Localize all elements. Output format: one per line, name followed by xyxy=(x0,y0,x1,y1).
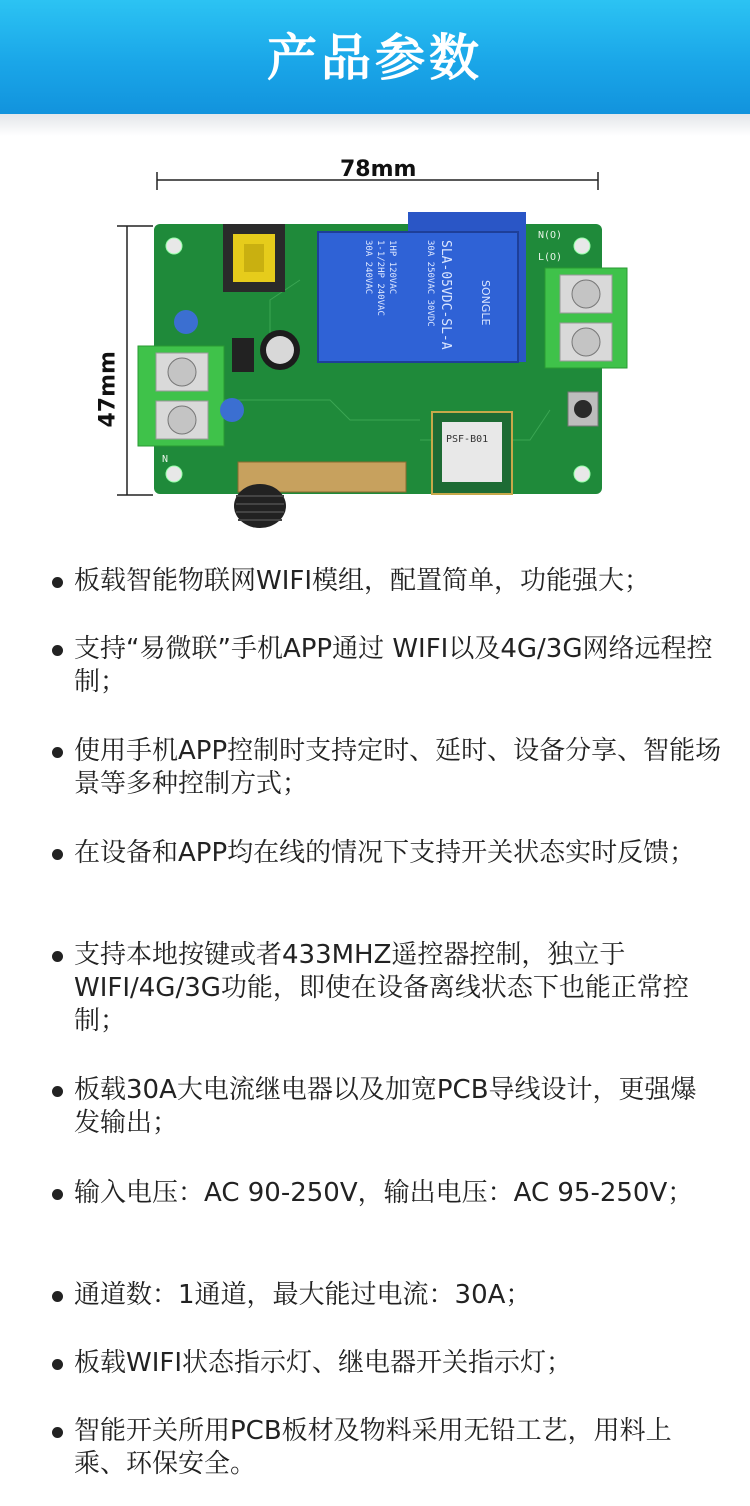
product-image xyxy=(90,150,670,540)
silk-n-in: N xyxy=(162,454,169,465)
feature-text: 支持“易微联”手机APP通过 WIFI以及4G/3G网络远程控制； xyxy=(74,634,713,697)
input-terminal-block xyxy=(138,346,224,446)
wifi-module-label: PSF-B01 xyxy=(446,434,489,445)
relay-hp120-text: 1HP 120VAC xyxy=(387,240,397,295)
antenna-coil xyxy=(234,484,286,528)
silk-n-out: N(O) xyxy=(538,230,563,241)
feature-item xyxy=(52,565,722,598)
feature-text: 输入电压：AC 90-250V，输出电压：AC 95-250V； xyxy=(74,1178,694,1208)
feature-text: 使用手机APP控制时支持定时、延时、设备分享、智能场景等多种控制方式； xyxy=(74,736,722,799)
feature-item xyxy=(52,1177,722,1210)
inductor xyxy=(232,338,254,372)
bullet-icon xyxy=(52,849,63,860)
height-dimension-label: 47mm xyxy=(95,351,121,428)
bullet-icon xyxy=(52,1189,63,1200)
width-dimension-label: 78mm xyxy=(340,157,417,182)
x-capacitor xyxy=(174,310,198,334)
feature-item xyxy=(52,1415,722,1481)
feature-text: 板载智能物联网WIFI模组，配置简单，功能强大； xyxy=(74,566,650,596)
relay-240vac-text: 30A 240VAC xyxy=(363,240,373,295)
feature-text: 支持本地按键或者433MHZ遥控器控制，独立于WIFI/4G/3G功能，即使在设备离线状态下也能正常控制； xyxy=(74,940,689,1036)
y-capacitor xyxy=(220,398,244,422)
header-shadow xyxy=(0,114,750,136)
feature-item xyxy=(52,837,722,870)
feature-item xyxy=(52,1347,722,1380)
header-banner xyxy=(0,0,750,114)
relay-brand-text: SONGLE xyxy=(479,280,492,326)
bullet-icon xyxy=(52,951,63,962)
bullet-icon xyxy=(52,1427,63,1438)
feature-text: 板载WIFI状态指示灯、继电器开关指示灯； xyxy=(74,1348,572,1378)
relay-rating-text: 30A 250VAC 30VDC xyxy=(425,240,435,327)
bullet-icon xyxy=(52,1086,63,1097)
feature-item xyxy=(52,1279,722,1312)
feature-text: 智能开关所用PCB板材及物料采用无铅工艺，用料上乘、环保安全。 xyxy=(74,1416,672,1479)
relay-model-text: SLA-05VDC-SL-A xyxy=(438,240,453,350)
bullet-icon xyxy=(52,645,63,656)
feature-item xyxy=(52,939,722,1038)
width-dimension-line xyxy=(157,172,598,190)
bullet-icon xyxy=(52,577,63,588)
bullet-icon xyxy=(52,1359,63,1370)
wifi-module xyxy=(432,412,512,494)
bullet-icon xyxy=(52,1291,63,1302)
feature-item xyxy=(52,735,722,801)
relay xyxy=(318,212,526,362)
output-terminal-block xyxy=(545,268,627,368)
feature-item xyxy=(52,1074,722,1140)
silk-l-out: L(O) xyxy=(538,252,563,263)
bullet-icon xyxy=(52,747,63,758)
feature-item xyxy=(52,633,722,699)
feature-text: 在设备和APP均在线的情况下支持开关状态实时反馈； xyxy=(74,838,696,868)
page-title: 产品参数 xyxy=(267,29,483,87)
feature-text: 板载30A大电流继电器以及加宽PCB导线设计，更强爆发输出； xyxy=(74,1075,697,1138)
feature-text: 通道数：1通道，最大能过电流：30A； xyxy=(74,1280,532,1310)
relay-hp240-text: 1-1/2HP 240VAC xyxy=(375,240,385,316)
local-push-button xyxy=(568,392,598,426)
